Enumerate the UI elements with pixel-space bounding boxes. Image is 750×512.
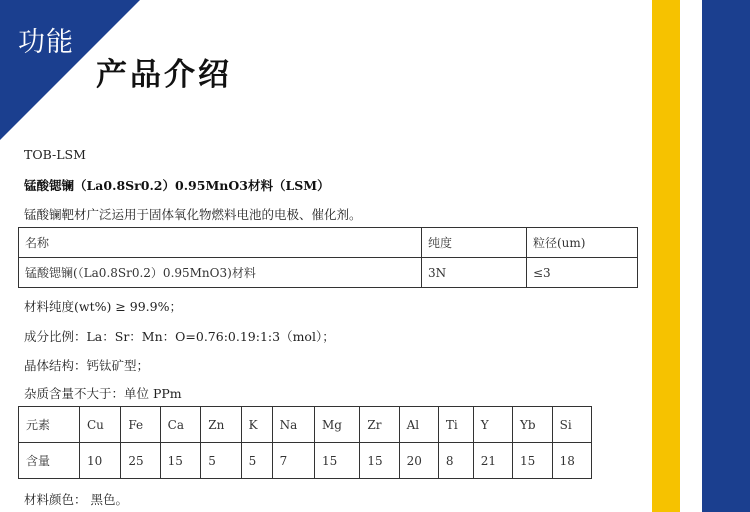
yellow-stripe: [652, 0, 680, 512]
element-cell: Na: [272, 407, 314, 443]
content-cell: 21: [473, 443, 512, 479]
content-cell: 15: [160, 443, 201, 479]
content-cell: 15: [512, 443, 552, 479]
element-cell: Si: [552, 407, 591, 443]
table-row: [19, 258, 638, 288]
content-cell: 5: [241, 443, 272, 479]
element-cell: Yb: [512, 407, 552, 443]
section-label: 功能: [18, 27, 74, 58]
element-cell: 元素: [19, 407, 80, 443]
model-code: TOB-LSM: [24, 147, 86, 162]
cell-particle-size: ≤3: [527, 258, 638, 288]
spec-table: [18, 227, 638, 288]
material-name: 锰酸锶镧（La0.8Sr0.2）0.95MnO3材料（LSM）: [24, 178, 330, 193]
cell-name: 锰酸锶镧(（La0.8Sr0.2）0.95MnO3)材料: [19, 258, 422, 288]
element-cell: K: [241, 407, 272, 443]
table-header-row: [19, 228, 638, 258]
impurity-table: [18, 406, 592, 479]
element-cell: Ti: [438, 407, 473, 443]
header-particle-size: 粒径(um): [527, 228, 638, 258]
element-cell: Cu: [80, 407, 121, 443]
impurity-title: 杂质含量不大于：单位 PPm: [24, 386, 182, 401]
element-cell: Mg: [315, 407, 360, 443]
content-cell: 15: [315, 443, 360, 479]
content-cell: 含量: [19, 443, 80, 479]
element-row: [19, 407, 592, 443]
header-purity: 纯度: [422, 228, 527, 258]
content-cell: 10: [80, 443, 121, 479]
content-cell: 15: [360, 443, 399, 479]
description: 锰酸镧靶材广泛运用于固体氧化物燃料电池的电极、催化剂。: [24, 207, 362, 222]
content-cell: 20: [399, 443, 438, 479]
element-cell: Ca: [160, 407, 201, 443]
element-cell: Al: [399, 407, 438, 443]
color-note: 材料颜色： 黑色。: [24, 492, 128, 507]
white-stripe: [680, 0, 702, 512]
page-title: 产品介绍: [96, 57, 232, 93]
navy-stripe: [702, 0, 750, 512]
content-row: [19, 443, 592, 479]
content-cell: 5: [201, 443, 241, 479]
ratio-line: 成分比例：La：Sr：Mn：O=0.76:0.19:1:3（mol）；: [24, 329, 335, 344]
element-cell: Fe: [121, 407, 160, 443]
content-cell: 8: [438, 443, 473, 479]
header-name: 名称: [19, 228, 422, 258]
content-cell: 18: [552, 443, 591, 479]
content-cell: 7: [272, 443, 314, 479]
content-cell: 25: [121, 443, 160, 479]
element-cell: Y: [473, 407, 512, 443]
cell-purity: 3N: [422, 258, 527, 288]
element-cell: Zn: [201, 407, 241, 443]
element-cell: Zr: [360, 407, 399, 443]
purity-line: 材料纯度(wt%) ≥ 99.9%；: [24, 299, 182, 314]
structure-line: 晶体结构：钙钛矿型；: [24, 358, 150, 373]
